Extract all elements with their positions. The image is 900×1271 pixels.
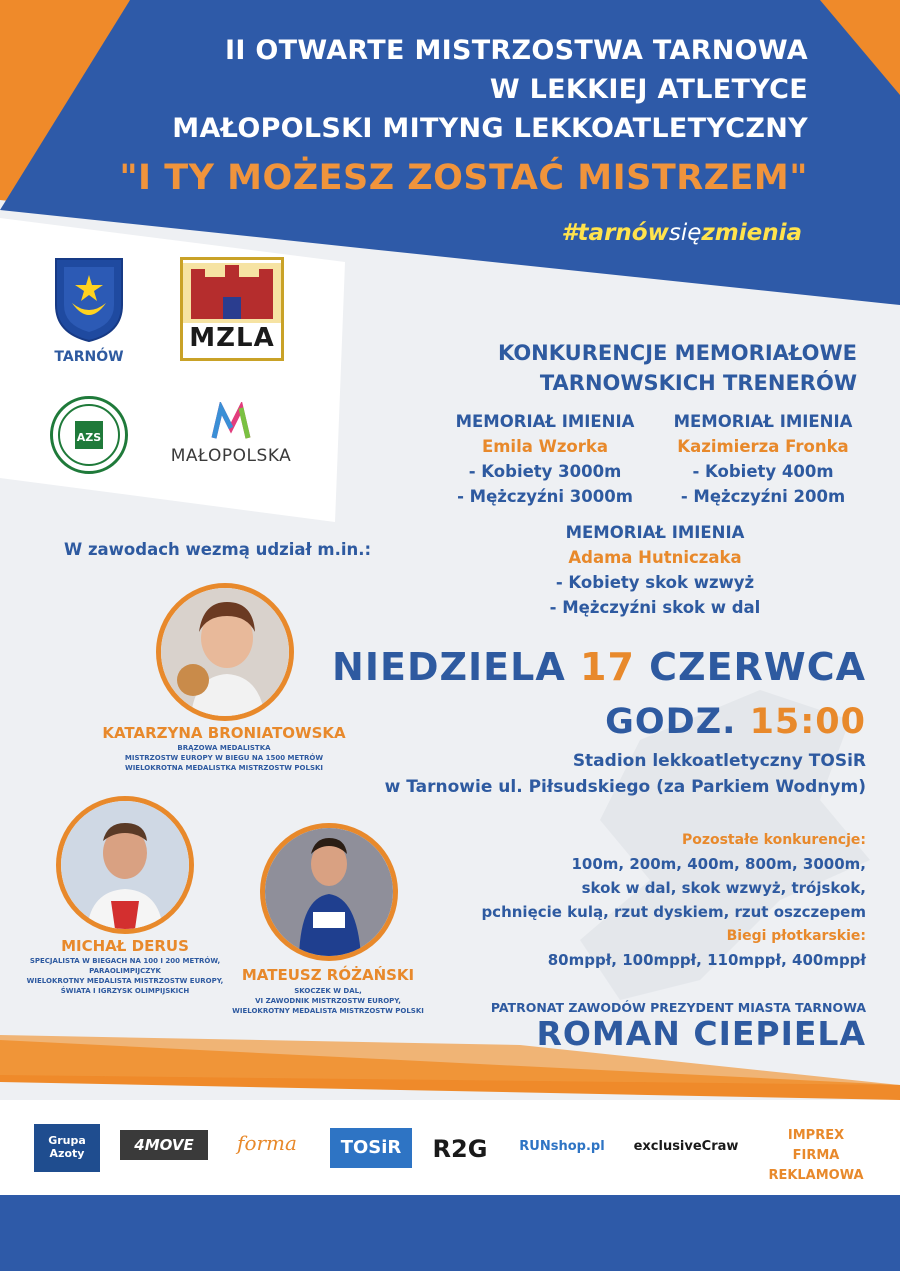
sponsor-r2g — [430, 1124, 490, 1174]
athlete-desc-line: VI ZAWODNIK MISTRZOSTW EUROPY, — [255, 997, 401, 1005]
other-competitions-label: Pozostałe konkurencje: — [681, 832, 866, 848]
memorial-event: - Kobiety skok wzwyż — [555, 573, 755, 592]
other-competitions-line: 100m, 200m, 400m, 800m, 3000m, — [571, 855, 866, 873]
other-competitions-line: pchnięcie kulą, rzut dyskiem, rzut oszczepem — [481, 903, 866, 921]
memorial-heading: MEMORIAŁ IMIENIA — [673, 412, 853, 431]
athlete-name: KATARZYNA BRONIATOWSKA — [102, 724, 346, 742]
athlete-portrait-icon — [265, 828, 393, 956]
memorial-heading: MEMORIAŁ IMIENIA — [455, 412, 635, 431]
sponsor-label: IMPREX FIRMA REKLAMOWA — [768, 1128, 864, 1183]
sponsor-label: Grupa Azoty — [48, 1134, 86, 1160]
azs-emblem-icon — [53, 399, 125, 471]
athlete-description — [20, 956, 230, 996]
header-line-2: W LEKKIEJ ATLETYCE — [489, 74, 808, 105]
time-label: GODZ. — [605, 702, 737, 742]
malopolska-m-icon — [211, 402, 251, 442]
patron-name: ROMAN CIEPIELA — [536, 1014, 866, 1053]
header-line-1: II OTWARTE MISTRZOSTWA TARNOWA — [224, 35, 808, 66]
athlete-photo-broniatowska — [156, 583, 294, 721]
athlete-desc-line: WIELOKROTNY MEDALISTA MISTRZOSTW EUROPY, — [26, 977, 224, 985]
tarnow-logo-text: TARNÓW — [54, 349, 124, 365]
hashtag — [562, 220, 802, 246]
date-day-number: 17 — [580, 645, 635, 689]
sponsor-tosir — [330, 1128, 412, 1168]
athlete-photo-rozanski — [260, 823, 398, 961]
sponsor-imprex — [764, 1126, 868, 1183]
sponsor-label: TOSiR — [340, 1137, 402, 1158]
memorial-event: - Kobiety 400m — [692, 462, 834, 481]
competitions-title — [498, 338, 857, 398]
memorial-name: Emila Wzorka — [481, 437, 609, 456]
svg-text:AZS: AZS — [76, 431, 102, 444]
participants-intro: W zawodach wezmą udział m.in.: — [64, 540, 372, 559]
other-competitions — [481, 828, 866, 972]
event-date — [332, 645, 866, 689]
memorial-event: - Mężczyźni skok w dal — [549, 598, 761, 617]
date-month: CZERWCA — [649, 645, 866, 689]
hurdles-line: 80mppł, 100mppł, 110mppł, 400mppł — [547, 951, 866, 969]
athlete-desc-line: BRĄZOWA MEDALISTKA — [177, 744, 271, 752]
athlete-desc-line: WIELOKROTNY MEDALISTA MISTRZOSTW POLSKI — [232, 1007, 424, 1015]
memorial-event: - Mężczyźni 200m — [680, 487, 846, 506]
memorial-heading: MEMORIAŁ IMIENIA — [565, 523, 745, 542]
memorial-fronek — [668, 409, 858, 509]
sponsor-label: exclusiveCraw — [633, 1139, 739, 1154]
memorial-event: - Mężczyźni 3000m — [457, 487, 633, 506]
athlete-description — [96, 743, 352, 773]
other-competitions-line: skok w dal, skok wzwyż, trójskok, — [581, 879, 866, 897]
sponsor-label: RUNshop.pl — [519, 1139, 605, 1154]
athlete-photo-derus — [56, 796, 194, 934]
sponsor-label: 4MOVE — [134, 1136, 194, 1154]
memorial-name: Kazimierza Fronka — [677, 437, 849, 456]
sponsor-forma — [222, 1128, 312, 1164]
venue-line-1: Stadion lekkoatletyczny TOSiR — [572, 751, 866, 771]
sponsor-exclusivecraw — [624, 1134, 748, 1164]
sponsor-grupa-azoty — [34, 1124, 100, 1172]
time-value: 15:00 — [749, 702, 866, 742]
competitions-title-line-1: KONKURENCJE MEMORIAŁOWE — [497, 341, 857, 365]
hashtag-part-1: #tarnów — [561, 220, 669, 246]
malopolska-logo-text: MAŁOPOLSKA — [170, 446, 292, 466]
date-day-name: NIEDZIELA — [332, 645, 566, 689]
tarnow-crest-icon — [52, 255, 126, 343]
memorial-wzorek — [450, 409, 640, 509]
sponsor-runshop — [512, 1134, 612, 1160]
athlete-desc-line: SKOCZEK W DAL, — [294, 987, 362, 995]
ku-azs-logo — [50, 396, 128, 474]
mzla-logo-text: MZLA — [189, 323, 275, 353]
memorial-event: - Kobiety 3000m — [468, 462, 622, 481]
tarnow-logo — [52, 255, 126, 365]
athlete-desc-line: ŚWIATA I IGRZYSK OLIMPIJSKICH — [60, 987, 190, 995]
slogan: "I TY MOŻESZ ZOSTAĆ MISTRZEM" — [119, 158, 808, 198]
hurdles-label: Biegi płotkarskie: — [726, 928, 866, 944]
athlete-desc-line: PARAOLIMPIJCZYK — [89, 967, 161, 975]
athlete-portrait-icon — [161, 588, 289, 716]
hashtag-part-2: się — [668, 220, 702, 246]
mzla-logo — [180, 257, 284, 361]
memorial-hutniczak — [545, 520, 765, 620]
sponsor-label: forma — [237, 1131, 297, 1155]
athlete-desc-line: WIELOKROTNA MEDALISTKA MISTRZOSTW POLSKI — [124, 764, 324, 772]
athlete-desc-line: SPECJALISTA W BIEGACH NA 100 I 200 METRÓW, — [29, 957, 221, 965]
header-line-3: MAŁOPOLSKI MITYNG LEKKOATLETYCZNY — [172, 113, 808, 144]
venue — [385, 748, 866, 800]
venue-line-2: w Tarnowie ul. Piłsudskiego (za Parkiem Wodnym) — [384, 777, 866, 797]
memorial-name: Adama Hutniczaka — [568, 548, 742, 567]
athlete-description — [218, 986, 438, 1016]
athlete-name: MICHAŁ DERUS — [61, 937, 189, 955]
hashtag-part-3: zmienia — [701, 220, 802, 246]
athlete-portrait-icon — [61, 801, 189, 929]
sponsor-label: R2G — [432, 1135, 488, 1163]
competitions-title-line-2: TARNOWSKICH TRENERÓW — [539, 371, 857, 395]
sponsor-4move — [120, 1130, 208, 1160]
castle-icon — [183, 263, 281, 323]
athlete-name: MATEUSZ RÓŻAŃSKI — [241, 966, 415, 984]
athlete-desc-line: MISTRZOSTW EUROPY W BIEGU NA 1500 METRÓW — [124, 754, 324, 762]
malopolska-logo — [163, 402, 299, 466]
event-time — [605, 702, 866, 742]
patronage-label: PATRONAT ZAWODÓW PREZYDENT MIASTA TARNOWA — [490, 1000, 866, 1015]
